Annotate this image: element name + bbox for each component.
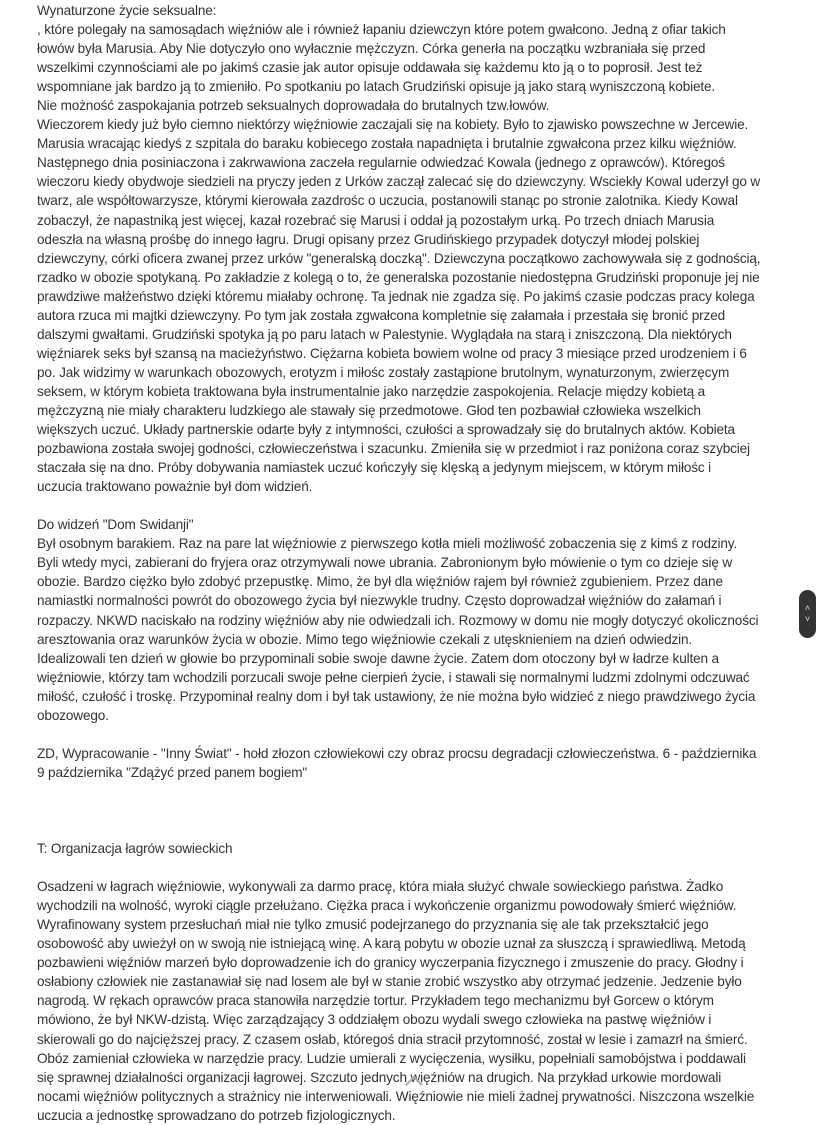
scroll-down-icon[interactable]: ˅ (804, 614, 811, 624)
text-line: Marusia wracając kiedyś z szpitala do baraku kobiecego została napadnięta i brutalnie zgwałcona przez kilku więźniów. (37, 136, 737, 152)
text-line: łowów była Marusia. Aby Nie dotyczyło ono wyłacznie mężczyzn. Córka generła na początku wzbraniała się przed (37, 41, 706, 57)
text-line: ZD, Wypracowanie - "Inny Świat" - hołd złozon człowiekowi czy obraz procsu degradacji człowieczeństwa. 6 - października (37, 745, 757, 761)
text-line: , które polegały na samosądach więźniów ale i również łapaniu dziewczyn które potem gwałcono. Jedną z ofiar takich (37, 22, 726, 38)
text-line: uczucia a jednostkę sprowadzano do potrzeb fizjologicznych. (37, 1107, 396, 1123)
text-line: mówiono, że był NKW-dzistą. Więc zarządzający 3 oddziałęm obozu wydali swego człowieka na pastwę więźniów i (37, 1012, 712, 1028)
text-line: Osadzeni w łagrach więźniowie, wykonywali za darmo pracę, która miała służyć chwale sowieckiego państwa. Żadko (37, 879, 724, 895)
text-line: Idealizowali ten dzień w głowie bo przypominali sobie swoje dawne życie. Zatem dom otoczony był w ładrze kulten a (37, 650, 719, 666)
text-line: wieczoru kiedy obydwoje siedzieli na pryczy jeden z Urków zaczął zalecać się do dziewczyny. Wsciekły Kowal uderzył go w (37, 174, 761, 190)
text-line: prawdziwe małżeństwo dzięki któremu miałaby ochronę. Ta jednak nie zgadza się. Po jakimś czasie podczas pracy kolega (37, 288, 755, 304)
text-line: Następnego dnia posiniaczona i zakrwawiona zaczeła regularnie odwiedzać Kowala (jednego z oprawców). Któregoś (37, 155, 725, 171)
text-line: Do widzeń "Dom Swidanji" (37, 517, 194, 533)
paragraph-gap (37, 858, 817, 877)
text-line: mężczyzną nie miały charakteru ludzkiego ale stawały się przedmotowe. Głod ten pozbawiał człowieka wszelkich (37, 402, 701, 418)
text-line: twarz, ale współtowarzysze, którymi kierowała zazdrośc o uczucia, postanowili stanąc po stronie zalotnika. Kiedy Kowal (37, 193, 738, 209)
scroll-up-icon[interactable]: ˄ (804, 603, 811, 613)
scroll-to-top-button[interactable] (402, 1072, 426, 1088)
text-line: Nie możność zaspokajania potrzeb seksualnych doprowadała do brutalnych tzw.łowów. (37, 98, 550, 114)
text-line: Obóz zamieniał człowieka w narzędzie pracy. Ludzie umierali z wycięczenia, wysiłku, popełniali samobójstwa i poddawali (37, 1050, 746, 1066)
text-line: 9 października "Zdążyć przed panem bogiem" (37, 764, 308, 780)
chevron-up-icon (402, 1072, 426, 1088)
text-line: nagrodą. W rękach oprawców praca stanowiła narzędzie tortur. Przykładem tego mechanizmu był Gorcew o którym (37, 993, 714, 1009)
text-line: osobowość aby uwieżył on w swoją nie istniejącą winę. A karą pobytu w obozie uznał za słuszczą i sprawiedliwą. Metodą (37, 936, 746, 952)
paragraph-gap (37, 801, 817, 820)
text-line: więźniarek seks był szansą na macieżyństwo. Ciężarna kobieta bowiem wolne od pracy 3 miesiące przed urodzeniem i 6 (37, 345, 747, 361)
paragraph-gap (37, 725, 817, 744)
text-line: miłość, czułość i troskę. Przypominał realny dom i był tak ustawiony, że nie można było widzieć z niego prawdziwego życia (37, 688, 756, 704)
fast-scroll-handle[interactable] (799, 590, 816, 638)
text-line: rozpaczy. NKWD naciskało na rodziny więźniów aby nie odwiedzali ich. Rozmowy w domu nie mogły dotyczyć okoliczności (37, 612, 759, 628)
text-line: wszelkimi czynnościami ale po jakimś czasie jak autor opisuje oddawała się każdemu kto ją o to poprosił. Jest też (37, 60, 703, 76)
text-line: obozowego. (37, 707, 109, 723)
text-line: zobaczył, że napastniką jest więcej, kazał rozebrać się Marusi i oddał ją pozostałym urką. Po trzech dniach Marusia (37, 212, 715, 228)
paragraph (37, 1, 817, 496)
text-line: Byli wtedy myci, zabierani do fryjera oraz otrzymywali nowe ubrania. Zabronionym było mówienie o tym co dzieje się w (37, 555, 733, 571)
text-line: pozbawieni więźniów marzeń było doprowadzenie ich do granicy wyczerpania fizycznego i zmuszenie do pracy. Głodny i (37, 955, 744, 971)
paragraph-gap (37, 820, 817, 839)
paragraph (37, 515, 817, 725)
text-line: Wynaturzone życie seksualne: (37, 3, 217, 18)
paragraph-gap (37, 782, 817, 801)
text-line: staczała się na dno. Próby dobywania namiastek uczuć kończyły się klęską a jedynym miejscem, w którym miłośc i (37, 460, 712, 476)
text-line: dalszymi gwałtami. Grudziński spotyka ją po paru latach w Palestynie. Wyglądała na starą i zniszczoną. Dla niektórych (37, 326, 732, 342)
text-line: uczucia traktowano poważnie był dom widzień. (37, 479, 313, 495)
paragraph (37, 839, 817, 858)
text-line: aresztowania oraz warunków życia w obozie. Mimo tego więźniowie czekali z utęsknieniem na dzień odwiedzin. (37, 631, 693, 647)
text-line: dziewczyny, córki oficera zwanej przez urków "generalską doczką". Dziewczyna początkowo zachowywała się z godnością, (37, 250, 761, 266)
text-line: odeszła na własną prośbę do innego łagru. Drugi opisany przez Grudińskiego przypadek dotyczył młodej polskiej (37, 231, 700, 247)
text-line: więźniowie, którzy tam wchodzili porzucali swoje pełne cierpień życie, i stawali się normalnymi ludzmi zdolnymi odczuwać (37, 669, 750, 685)
text-line: Był osobnym barakiem. Raz na pare lat więźniowie z pierwszego kotła mieli możliwość zobaczenia się z kimś z rodziny. (37, 536, 738, 552)
paragraph-gap (37, 496, 817, 515)
text-line: T: Organizacja łagrów sowieckich (37, 841, 233, 857)
text-line: Wyrafinowany system przesłuchań miał nie tylko zmusić podejrzanego do przyznania się ale tak przekształcić jego (37, 917, 709, 933)
text-line: pozbawiona została swojej godności, człowieczeństwa i szacunku. Zmieniła się w przedmiot i raz poniżona coraz szybciej (37, 441, 750, 457)
text-line: wspomniane jak bardzo ją to zmieniło. Po spotkaniu po latach Grudziński opisuje ją jako starą wyniszczoną kobiete. (37, 79, 716, 95)
paragraph (37, 744, 817, 782)
text-line: obozie. Bardzo ciężko było zdobyć przepustkę. Mimo, że był dla więźniów rajem był również zgubieniem. Przez dane (37, 574, 723, 590)
text-line: namiastki normalności powrót do obozowego życia był niezwykle trudny. Często doprowadzał więźniów do załamań i (37, 593, 722, 609)
text-line: większych uczuć. Układy partnerskie odarte były z intymności, czułości a sprowadzały się do brutalnych aktów. Kobieta (37, 422, 735, 438)
text-line: wychodzili na wolność, wyroki ciągle przełużano. Ciężka praca i wykończenie organizmu powodowały śmierć więźniów. (37, 898, 737, 914)
text-line: się sprawnej działalności organizacji łagrowej. Szczuto jednych więźniów na drugich. Na przykład urkowie mordowali (37, 1069, 722, 1085)
text-line: po. Jak widzimy w warunkach obozowych, erotyzm i miłośc zostały zastąpione brutolnym, wynaturzonym, zwierzęcym (37, 364, 730, 380)
text-line: Wieczorem kiedy już było ciemno niektórzy więźniowie zaczajali się na kobiety. Było to zjawisko powszechne w Jercewie. (37, 117, 749, 133)
text-line: osłabiony człowiek nie zastanawiał się nad losem ale był w stanie zrobić wszystko aby otrzymać jedzenie. Jedzenie było (37, 974, 742, 990)
text-line: nocami więźniów politycznych a strażnicy nie interweniowali. Więźniowie nie mieli żadnej prywatności. Niszczona wszelkie (37, 1088, 755, 1104)
text-line: autora rzuca mi majtki dziewczyny. Po tym jak została zgwałcona kompletnie się załamała i przestała się bronić przed (37, 307, 726, 323)
text-line: seksem, w którym kobieta traktowana była instrumentalnie jako narzędzie zaspokojenia. Relacje między kobietą a (37, 383, 706, 399)
text-line: rzadko w obozie spotykaną. Po zakładzie z kolegą o to, że generalska pozostanie niedostępna Grudziński proponuje jej nie (37, 269, 760, 285)
document-body (37, 1, 817, 1125)
text-line: skierowali go do najcięższej pracy. Z czasem osłab, któregoś dnia stracił przytomność, został w lesie i zamazrł na śmierć. (37, 1031, 748, 1047)
